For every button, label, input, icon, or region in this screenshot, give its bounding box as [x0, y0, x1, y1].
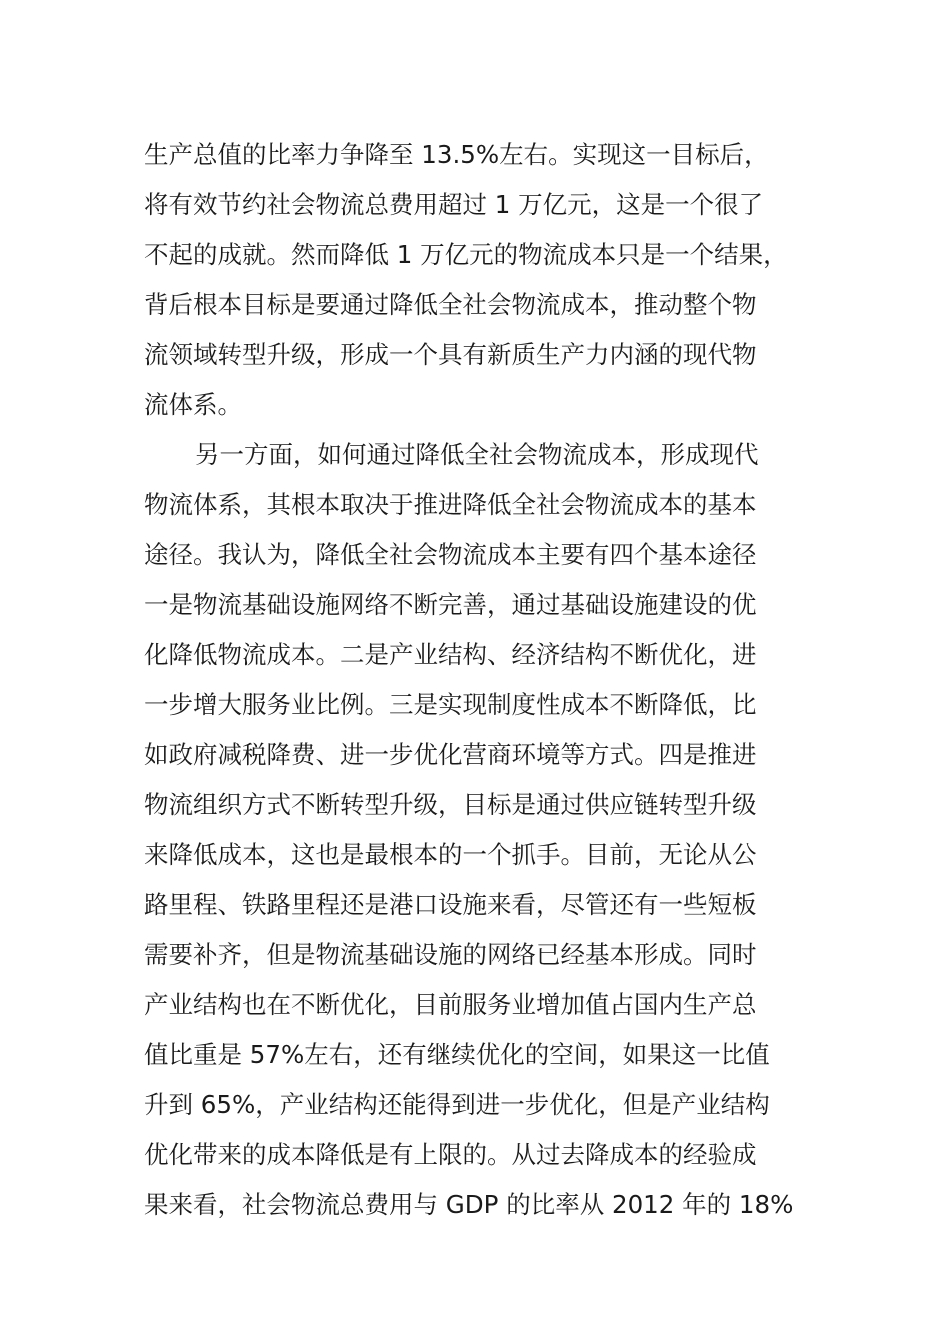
text-line: 生产总值的比率力争降至 13.5%左右。实现这一目标后，: [144, 140, 769, 169]
text-line: 路里程、铁路里程还是港口设施来看，尽管还有一些短板: [144, 890, 757, 919]
text-line: 化降低物流成本。二是产业结构、经济结构不断优化，进: [144, 640, 757, 669]
text-line: 将有效节约社会物流总费用超过 1 万亿元，这是一个很了: [144, 190, 764, 219]
text-line: 优化带来的成本降低是有上限的。从过去降成本的经验成: [144, 1140, 757, 1169]
text-line: 升到 65%，产业结构还能得到进一步优化，但是产业结构: [144, 1090, 770, 1119]
text-line: 果来看，社会物流总费用与 GDP 的比率从 2012 年的 18%: [144, 1190, 794, 1219]
text-line: 需要补齐，但是物流基础设施的网络已经基本形成。同时: [144, 940, 757, 969]
body-text: [144, 130, 844, 1230]
text-line: 流体系。: [144, 390, 242, 419]
text-line: 物流组织方式不断转型升级，目标是通过供应链转型升级: [144, 790, 757, 819]
text-line: 如政府减税降费、进一步优化营商环境等方式。四是推进: [144, 740, 757, 769]
text-line: 背后根本目标是要通过降低全社会物流成本，推动整个物: [144, 290, 757, 319]
text-line: 流领域转型升级，形成一个具有新质生产力内涵的现代物: [144, 340, 757, 369]
text-line: 途径。我认为，降低全社会物流成本主要有四个基本途径: [144, 540, 757, 569]
text-line: 不起的成就。然而降低 1 万亿元的物流成本只是一个结果，: [144, 240, 788, 269]
text-line: 一是物流基础设施网络不断完善，通过基础设施建设的优: [144, 590, 757, 619]
text-line: 值比重是 57%左右，还有继续优化的空间，如果这一比值: [144, 1040, 770, 1069]
text-line: 另一方面，如何通过降低全社会物流成本，形成现代: [195, 440, 759, 469]
text-line: 物流体系，其根本取决于推进降低全社会物流成本的基本: [144, 490, 757, 519]
paragraph-2: [144, 430, 844, 1230]
text-line: 一步增大服务业比例。三是实现制度性成本不断降低，比: [144, 690, 757, 719]
text-line: 产业结构也在不断优化，目前服务业增加值占国内生产总: [144, 990, 757, 1019]
text-line: 来降低成本，这也是最根本的一个抓手。目前，无论从公: [144, 840, 757, 869]
paragraph-1: [144, 130, 844, 430]
